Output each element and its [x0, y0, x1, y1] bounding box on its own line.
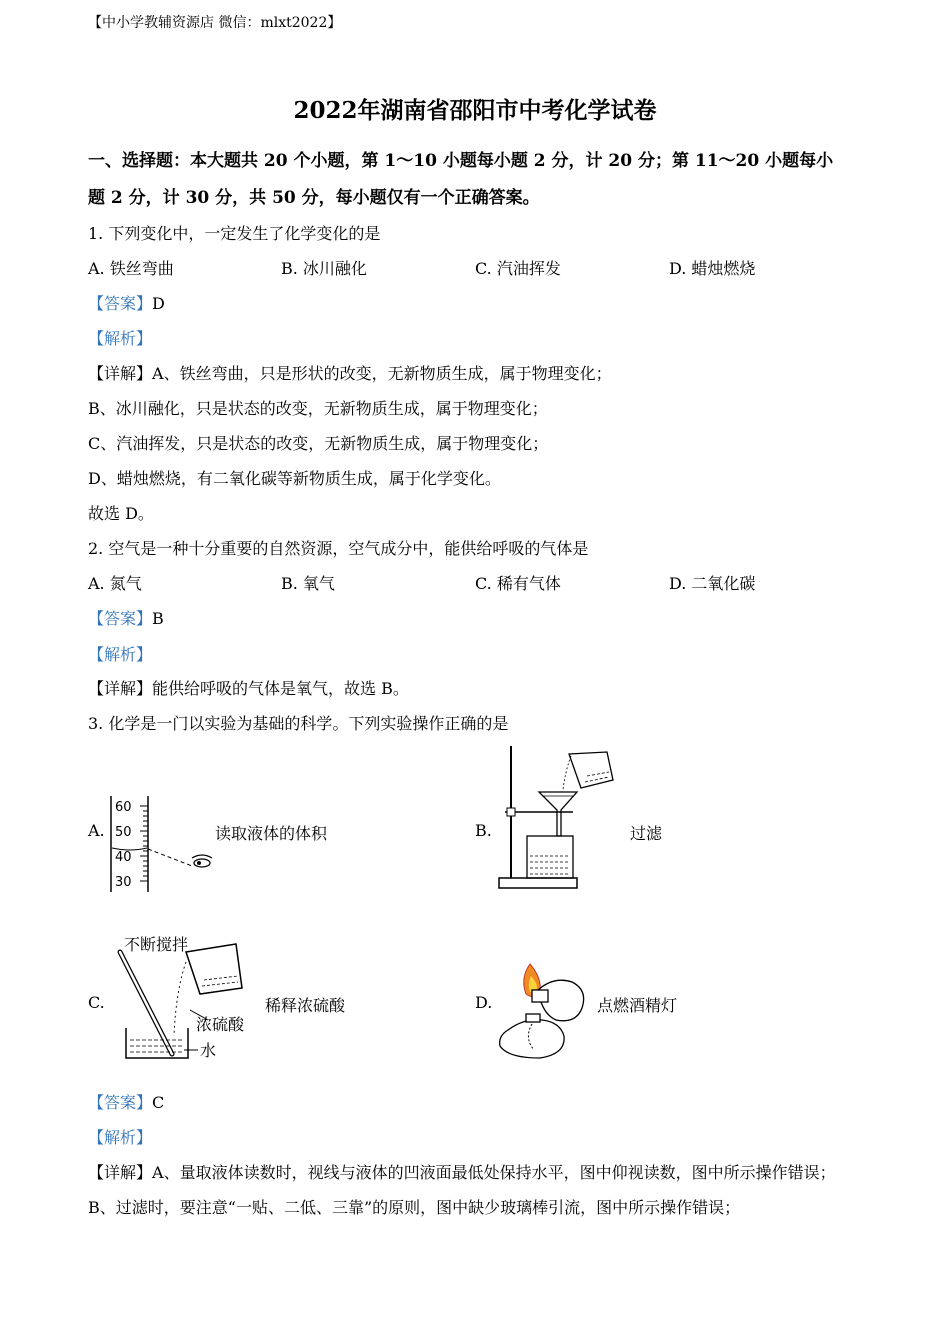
detail-text: 能供给呼吸的气体是氧气，故选 B。 — [152, 679, 409, 698]
tick-label: 30 — [115, 875, 132, 890]
q1-detail-line — [88, 361, 612, 384]
q3-option-c-caption: 稀释浓硫酸 — [265, 996, 346, 1015]
answer-tag: 【答案】 — [88, 294, 153, 313]
tick-label: 60 — [115, 800, 132, 815]
filtration-apparatus-figure — [495, 744, 620, 892]
q1-analysis-tag: 【解析】 — [88, 329, 153, 348]
q1-detail-line: D、蜡烛燃烧，有二氧化碳等新物质生成，属于化学变化。 — [88, 469, 501, 488]
eye-icon — [192, 855, 212, 867]
q3-analysis-tag: 【解析】 — [88, 1128, 153, 1147]
answer-tag: 【答案】 — [88, 609, 153, 628]
q1-conclusion: 故选 D。 — [88, 504, 154, 523]
acid-label: 浓硫酸 — [196, 1015, 245, 1034]
q1-option-d: D. 蜡烛燃烧 — [669, 259, 756, 278]
tick-label: 50 — [115, 825, 132, 840]
detail-text: A、量取液体读数时，视线与液体的凹液面最低处保持水平，图中仰视读数，图中所示操作错误； — [152, 1163, 836, 1182]
dilution-figure — [112, 930, 254, 1064]
graduated-cylinder-figure — [106, 792, 216, 896]
alcohol-lamp-figure — [494, 958, 594, 1064]
page-title: 2022年湖南省邵阳市中考化学试卷 — [293, 97, 657, 124]
q3-option-c-letter: C. — [88, 993, 105, 1012]
q2-detail-line — [88, 676, 409, 699]
q1-option-a: A. 铁丝弯曲 — [88, 259, 174, 278]
q3-answer — [88, 1090, 164, 1113]
q3-option-b-caption: 过滤 — [630, 824, 663, 843]
tick-label: 40 — [115, 850, 132, 865]
q1-detail-line: B、冰川融化，只是状态的改变，无新物质生成，属于物理变化； — [88, 399, 548, 418]
q1-option-c: C. 汽油挥发 — [475, 259, 561, 278]
q2-answer — [88, 606, 164, 629]
q1-stem: 1. 下列变化中，一定发生了化学变化的是 — [88, 224, 381, 243]
q3-option-a-letter: A. — [88, 821, 105, 840]
q3-stem: 3. 化学是一门以实验为基础的科学。下列实验操作正确的是 — [88, 714, 509, 733]
answer-value: B — [152, 609, 164, 628]
detail-tag: 【详解】 — [88, 1163, 153, 1182]
answer-value: D — [152, 294, 165, 313]
acid-beaker-icon — [186, 944, 242, 994]
pouring-beaker-icon — [563, 752, 613, 790]
q1-answer — [88, 291, 165, 314]
q2-option-a: A. 氮气 — [88, 574, 142, 593]
q1-detail-line: C、汽油挥发，只是状态的改变，无新物质生成，属于物理变化； — [88, 434, 549, 453]
water-label: 水 — [200, 1041, 217, 1060]
answer-value: C — [152, 1093, 165, 1112]
q1-option-b: B. 冰川融化 — [281, 259, 367, 278]
detail-text: A、铁丝弯曲，只是形状的改变，无新物质生成，属于物理变化； — [152, 364, 612, 383]
q2-option-b: B. 氧气 — [281, 574, 335, 593]
page-header: 【中小学教辅资源店 微信：mlxt2022】 — [88, 15, 342, 31]
q3-detail-line: B、过滤时，要注意“一贴、二低、三靠”的原则，图中缺少玻璃棒引流，图中所示操作错误； — [88, 1198, 741, 1217]
q3-detail-line — [88, 1160, 836, 1183]
q2-stem: 2. 空气是一种十分重要的自然资源，空气成分中，能供给呼吸的气体是 — [88, 539, 589, 558]
q2-option-c: C. 稀有气体 — [475, 574, 561, 593]
section-heading-line1: 一、选择题：本大题共 20 个小题，第 1～10 小题每小题 2 分，计 20 分；第 11～20 小题每小 — [88, 151, 834, 171]
q3-option-a-caption: 读取液体的体积 — [215, 824, 328, 843]
q3-option-d-letter: D. — [475, 993, 493, 1012]
q3-option-b-letter: B. — [475, 821, 492, 840]
detail-tag: 【详解】 — [88, 679, 153, 698]
q2-option-d: D. 二氧化碳 — [669, 574, 756, 593]
detail-tag: 【详解】 — [88, 364, 153, 383]
section-heading-line2: 题 2 分，计 30 分，共 50 分，每小题仅有一个正确答案。 — [88, 188, 540, 208]
q3-option-d-caption: 点燃酒精灯 — [597, 996, 678, 1015]
stir-label: 不断搅拌 — [124, 935, 189, 954]
answer-tag: 【答案】 — [88, 1093, 153, 1112]
q2-analysis-tag: 【解析】 — [88, 645, 153, 664]
